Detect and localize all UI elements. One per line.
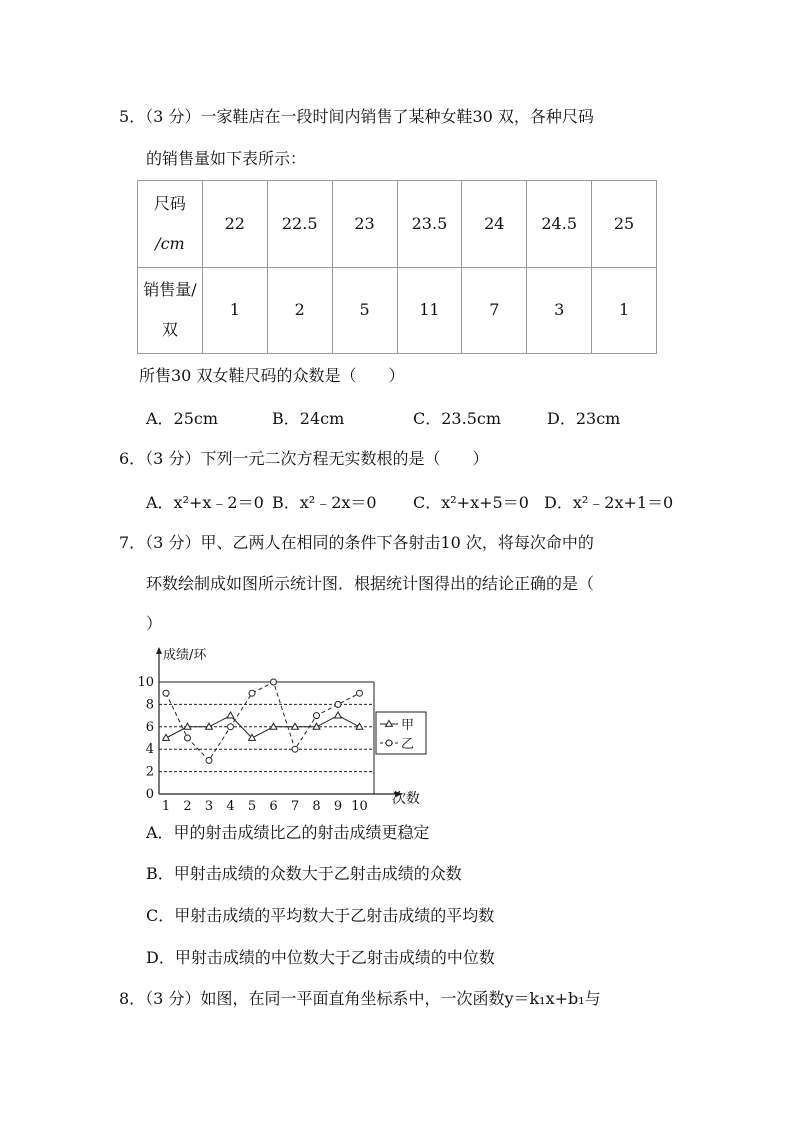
series-jia-point [292,723,299,729]
table-cell: 11 [397,267,462,354]
table-header-size [138,181,203,268]
q5-option-a[interactable]: A．25cm [146,409,219,428]
series-yi-point [314,713,320,719]
series-yi-point [335,701,341,707]
table-row [138,181,657,268]
q5-stem-line1: 5．（3 分）一家鞋店在一段时间内销售了某种女鞋30 双，各种尺码 [119,107,594,126]
legend-yi-marker [386,740,392,746]
table-cell: 2 [267,267,332,354]
series-jia-point [227,712,234,718]
q7-stem-line2: 环数绘制成如图所示统计图．根据统计图得出的结论正确的是（ [146,574,595,593]
q6-option-d[interactable]: D．x²﹣2x+1＝0 [544,493,674,512]
table-cell: 24.5 [527,181,592,268]
q6-option-a[interactable]: A．x²+x﹣2＝0 [146,493,264,512]
table-header-count [138,267,203,354]
q5-stem-line2: 的销售量如下表所示： [146,149,307,168]
q7-option-c[interactable]: C．甲射击成绩的平均数大于乙射击成绩的平均数 [146,906,495,925]
table-header-size-unit: /cm [155,233,185,253]
y-axis-title: 成绩/环 [163,648,207,663]
legend-jia-label: 甲 [401,718,415,733]
x-tick-label: 3 [204,799,214,814]
y-tick-label: 2 [145,764,154,780]
shooting-score-chart [130,644,430,814]
y-tick-label: 4 [145,742,154,758]
y-axis-arrow [156,647,162,654]
table-cell: 23.5 [397,181,462,268]
series-yi-point [206,757,212,763]
x-tick-label: 7 [290,799,300,814]
series-yi-point [292,746,298,752]
table-header-count-unit: 双 [161,320,178,340]
q6-option-c[interactable]: C．x²+x+5＝0 [413,493,529,512]
series-yi-point [163,690,169,696]
q5-question: 所售30 双女鞋尺码的众数是（ ） [139,366,405,385]
y-tick-label: 8 [145,697,154,713]
table-cell: 1 [592,267,657,354]
table-cell: 22 [202,181,267,268]
table-header-size-text: 尺码 [153,193,186,213]
q8-stem: 8．（3 分）如图，在同一平面直角坐标系中，一次函数y＝k₁x+b₁与 [119,989,601,1008]
series-jia-point [163,734,170,740]
q7-option-d[interactable]: D．甲射击成绩的中位数大于乙射击成绩的中位数 [146,948,495,967]
q5-option-c[interactable]: C．23.5cm [413,409,502,428]
series-jia-point [335,712,342,718]
series-yi-point [357,690,363,696]
series-jia-point [313,723,320,729]
q6-option-b[interactable]: B．x²﹣2x＝0 [272,493,377,512]
table-header-count-text: 销售量/ [143,280,197,300]
shoe-size-table [137,180,657,354]
q5-options [146,406,706,428]
series-jia-point [184,723,191,729]
series-yi-point [271,679,277,685]
table-cell: 24 [462,181,527,268]
x-tick-label: 5 [247,799,257,814]
q5-option-b[interactable]: B．24cm [272,409,345,428]
series-yi-point [249,690,255,696]
table-cell: 7 [462,267,527,354]
table-cell: 25 [592,181,657,268]
series-jia-point [206,723,213,729]
x-axis-title: 次数 [392,791,420,807]
series-jia-point [356,723,363,729]
x-tick-label: 8 [312,799,321,814]
x-tick-label: 2 [183,799,192,814]
y-tick-label: 10 [137,675,154,690]
series-yi-point [228,724,234,730]
table-row [138,267,657,354]
table-cell: 23 [332,181,397,268]
x-tick-label: 4 [226,799,235,814]
series-yi-line [166,682,360,760]
q6-stem: 6．（3 分）下列一元二次方程无实数根的是（ ） [119,449,489,468]
y-tick-label: 0 [145,787,154,802]
q5-option-d[interactable]: D．23cm [547,409,621,428]
q6-options [146,490,706,512]
q7-stem-line3: ） [146,614,163,633]
y-tick-label: 6 [145,719,154,735]
x-tick-label: 1 [161,799,171,814]
x-tick-label: 6 [269,799,278,814]
q7-option-b[interactable]: B．甲射击成绩的众数大于乙射击成绩的众数 [146,864,462,883]
table-cell: 3 [527,267,592,354]
series-jia-point [270,723,277,729]
x-tick-label: 9 [333,799,343,814]
series-yi-point [185,735,191,741]
legend-yi-label: 乙 [401,737,415,752]
table-cell: 22.5 [267,181,332,268]
table-cell: 1 [202,267,267,354]
table-cell: 5 [332,267,397,354]
x-tick-label: 10 [351,799,368,814]
q7-option-a[interactable]: A．甲的射击成绩比乙的射击成绩更稳定 [146,823,430,842]
q7-stem-line1: 7．（3 分）甲、乙两人在相同的条件下各射击10 次，将每次命中的 [119,533,594,552]
